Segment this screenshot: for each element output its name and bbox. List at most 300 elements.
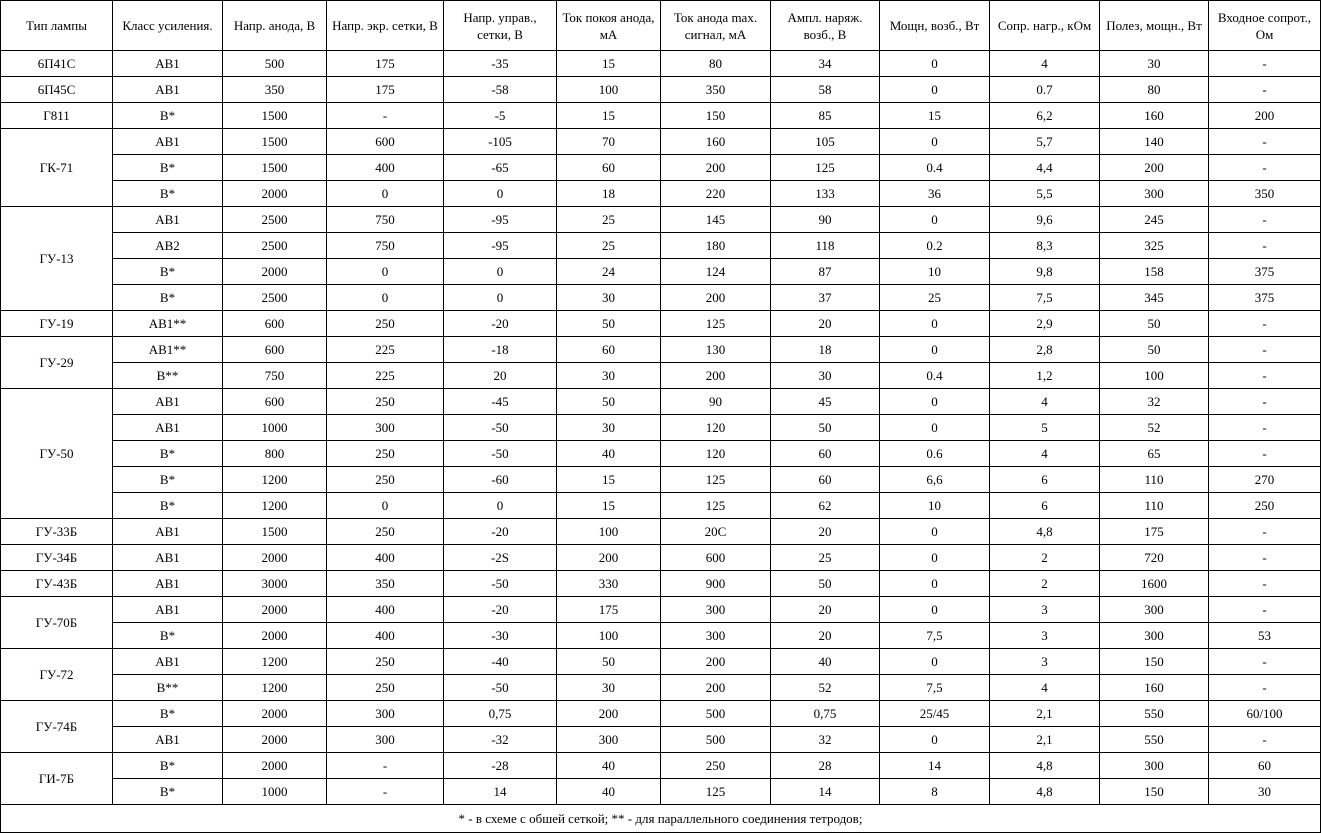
table-cell: 0: [880, 415, 990, 441]
table-row: [1, 571, 1321, 597]
table-cell: 60: [557, 155, 661, 181]
table-cell: 1500: [223, 129, 327, 155]
table-cell: 30: [557, 675, 661, 701]
table-cell: 0.4: [880, 363, 990, 389]
table-cell: 3: [990, 623, 1100, 649]
column-header: Мощн, возб., Вт: [880, 1, 990, 51]
table-cell: 6,6: [880, 467, 990, 493]
table-cell: 500: [661, 701, 771, 727]
table-cell: 32: [771, 727, 880, 753]
table-row: [1, 155, 1321, 181]
table-cell: 8: [880, 779, 990, 805]
table-row: [1, 233, 1321, 259]
table-cell: 0: [880, 129, 990, 155]
table-row: [1, 285, 1321, 311]
lamp-type-cell: ГУ-29: [1, 337, 113, 389]
table-cell: 250: [327, 389, 444, 415]
table-cell: 175: [327, 51, 444, 77]
table-cell: 18: [557, 181, 661, 207]
table-cell: 24: [557, 259, 661, 285]
table-cell: 0: [444, 493, 557, 519]
table-cell: АВ2: [113, 233, 223, 259]
table-cell: 1000: [223, 415, 327, 441]
table-cell: -: [1209, 129, 1321, 155]
table-row: [1, 675, 1321, 701]
table-cell: 175: [327, 77, 444, 103]
table-cell: -: [1209, 571, 1321, 597]
table-cell: 100: [557, 77, 661, 103]
table-cell: 25/45: [880, 701, 990, 727]
table-cell: 0.2: [880, 233, 990, 259]
table-cell: 2000: [223, 597, 327, 623]
table-cell: 2: [990, 571, 1100, 597]
table-cell: -: [1209, 727, 1321, 753]
table-cell: 0: [880, 51, 990, 77]
table-cell: 250: [661, 753, 771, 779]
lamp-type-cell: 6П41С: [1, 51, 113, 77]
table-cell: 500: [661, 727, 771, 753]
table-cell: 28: [771, 753, 880, 779]
table-cell: 14: [771, 779, 880, 805]
table-cell: 2,8: [990, 337, 1100, 363]
table-cell: 7,5: [880, 675, 990, 701]
table-cell: -: [1209, 77, 1321, 103]
table-row: [1, 129, 1321, 155]
table-cell: 200: [557, 545, 661, 571]
table-cell: 50: [557, 311, 661, 337]
table-cell: 0: [880, 77, 990, 103]
table-cell: 375: [1209, 259, 1321, 285]
table-cell: 30: [1100, 51, 1209, 77]
table-footer: [1, 805, 1321, 833]
table-cell: 36: [880, 181, 990, 207]
table-cell: 70: [557, 129, 661, 155]
table-cell: -: [327, 753, 444, 779]
table-cell: 15: [880, 103, 990, 129]
table-cell: 0: [444, 259, 557, 285]
table-cell: -35: [444, 51, 557, 77]
table-cell: 124: [661, 259, 771, 285]
table-cell: АВ1: [113, 727, 223, 753]
table-cell: АВ1: [113, 415, 223, 441]
table-cell: -30: [444, 623, 557, 649]
table-cell: 80: [1100, 77, 1209, 103]
table-cell: -50: [444, 571, 557, 597]
column-header: Напр. анода, В: [223, 1, 327, 51]
table-cell: -50: [444, 415, 557, 441]
table-cell: 9,6: [990, 207, 1100, 233]
table-row: [1, 649, 1321, 675]
table-cell: 6: [990, 493, 1100, 519]
table-cell: 2500: [223, 233, 327, 259]
table-row: [1, 207, 1321, 233]
table-cell: 30: [557, 285, 661, 311]
table-cell: 0: [444, 181, 557, 207]
table-cell: 600: [223, 311, 327, 337]
table-cell: 32: [1100, 389, 1209, 415]
table-cell: 90: [661, 389, 771, 415]
table-cell: 1200: [223, 675, 327, 701]
table-cell: 250: [327, 649, 444, 675]
table-cell: 200: [1100, 155, 1209, 181]
table-cell: 100: [557, 519, 661, 545]
table-cell: -: [1209, 675, 1321, 701]
table-cell: 145: [661, 207, 771, 233]
table-cell: 200: [661, 155, 771, 181]
table-cell: 400: [327, 545, 444, 571]
table-row: [1, 77, 1321, 103]
table-cell: 600: [327, 129, 444, 155]
table-row: [1, 337, 1321, 363]
table-cell: -: [1209, 311, 1321, 337]
table-cell: -20: [444, 311, 557, 337]
table-cell: 3000: [223, 571, 327, 597]
lamp-type-cell: ГУ-33Б: [1, 519, 113, 545]
table-cell: 400: [327, 623, 444, 649]
table-cell: 62: [771, 493, 880, 519]
table-cell: 345: [1100, 285, 1209, 311]
table-cell: -: [327, 779, 444, 805]
table-cell: 20С: [661, 519, 771, 545]
table-cell: 15: [557, 493, 661, 519]
table-row: [1, 259, 1321, 285]
table-cell: 4,8: [990, 753, 1100, 779]
table-cell: -20: [444, 597, 557, 623]
table-cell: АВ1: [113, 597, 223, 623]
table-header: [1, 1, 1321, 51]
table-cell: 0: [880, 597, 990, 623]
table-cell: 0: [880, 519, 990, 545]
table-cell: 0: [880, 727, 990, 753]
table-row: [1, 597, 1321, 623]
table-row: [1, 727, 1321, 753]
table-cell: 25: [771, 545, 880, 571]
table-cell: 45: [771, 389, 880, 415]
table-cell: 50: [557, 649, 661, 675]
table-cell: 2500: [223, 207, 327, 233]
column-header: Сопр. нагр., кОм: [990, 1, 1100, 51]
table-cell: 80: [661, 51, 771, 77]
table-row: [1, 545, 1321, 571]
table-cell: 1,2: [990, 363, 1100, 389]
lamp-type-cell: Г811: [1, 103, 113, 129]
table-cell: 50: [1100, 337, 1209, 363]
column-header: Ампл. наряж. возб., В: [771, 1, 880, 51]
table-cell: АВ1**: [113, 337, 223, 363]
table-cell: В**: [113, 363, 223, 389]
table-cell: 5,7: [990, 129, 1100, 155]
table-cell: АВ1**: [113, 311, 223, 337]
lamp-type-cell: ГУ-74Б: [1, 701, 113, 753]
table-cell: 350: [327, 571, 444, 597]
table-cell: 140: [1100, 129, 1209, 155]
table-cell: 200: [661, 285, 771, 311]
table-cell: 52: [771, 675, 880, 701]
table-cell: В*: [113, 753, 223, 779]
table-cell: В*: [113, 493, 223, 519]
table-cell: 2,1: [990, 701, 1100, 727]
table-cell: -: [1209, 363, 1321, 389]
table-row: [1, 623, 1321, 649]
table-cell: 300: [327, 701, 444, 727]
table-row: [1, 753, 1321, 779]
table-cell: 300: [327, 727, 444, 753]
column-header: Полез, мощн., Вт: [1100, 1, 1209, 51]
table-cell: АВ1: [113, 51, 223, 77]
table-cell: 65: [1100, 441, 1209, 467]
table-cell: 15: [557, 103, 661, 129]
table-cell: 4,4: [990, 155, 1100, 181]
table-cell: 34: [771, 51, 880, 77]
table-cell: 1500: [223, 155, 327, 181]
table-cell: 85: [771, 103, 880, 129]
table-cell: 600: [223, 389, 327, 415]
table-row: [1, 467, 1321, 493]
table-cell: -: [1209, 337, 1321, 363]
table-cell: 58: [771, 77, 880, 103]
table-cell: 325: [1100, 233, 1209, 259]
table-cell: 15: [557, 467, 661, 493]
table-cell: -28: [444, 753, 557, 779]
table-row: [1, 181, 1321, 207]
table-cell: -: [1209, 545, 1321, 571]
table-cell: -2S: [444, 545, 557, 571]
table-cell: -40: [444, 649, 557, 675]
table-cell: 175: [1100, 519, 1209, 545]
table-cell: 90: [771, 207, 880, 233]
table-cell: 0: [880, 571, 990, 597]
table-cell: 350: [661, 77, 771, 103]
table-cell: -: [1209, 207, 1321, 233]
table-cell: -60: [444, 467, 557, 493]
table-cell: 200: [1209, 103, 1321, 129]
table-cell: 900: [661, 571, 771, 597]
table-cell: 4,8: [990, 779, 1100, 805]
table-cell: 1500: [223, 103, 327, 129]
table-row: [1, 779, 1321, 805]
table-cell: -: [1209, 233, 1321, 259]
table-cell: 300: [1100, 181, 1209, 207]
table-cell: 60: [1209, 753, 1321, 779]
table-cell: 300: [327, 415, 444, 441]
table-cell: -: [1209, 51, 1321, 77]
table-cell: 40: [771, 649, 880, 675]
table-cell: 1200: [223, 649, 327, 675]
table-row: [1, 51, 1321, 77]
table-cell: В*: [113, 623, 223, 649]
table-cell: 10: [880, 493, 990, 519]
table-cell: 250: [1209, 493, 1321, 519]
table-cell: 125: [661, 311, 771, 337]
footnote: * - в схеме с обшей сеткой; ** - для параллельного соединения тетродов;: [1, 805, 1321, 833]
table-cell: АВ1: [113, 129, 223, 155]
table-cell: 270: [1209, 467, 1321, 493]
table-cell: 250: [327, 519, 444, 545]
table-cell: 1600: [1100, 571, 1209, 597]
table-cell: 118: [771, 233, 880, 259]
table-cell: 3: [990, 649, 1100, 675]
table-cell: 50: [557, 389, 661, 415]
table-cell: -58: [444, 77, 557, 103]
table-cell: 300: [1100, 623, 1209, 649]
table-cell: -5: [444, 103, 557, 129]
table-cell: 15: [557, 51, 661, 77]
table-cell: 160: [1100, 675, 1209, 701]
table-cell: -95: [444, 207, 557, 233]
table-cell: 0.7: [990, 77, 1100, 103]
table-cell: 350: [223, 77, 327, 103]
table-cell: 133: [771, 181, 880, 207]
table-cell: 200: [661, 675, 771, 701]
table-cell: 245: [1100, 207, 1209, 233]
table-cell: 52: [1100, 415, 1209, 441]
table-row: [1, 493, 1321, 519]
table-cell: 2000: [223, 259, 327, 285]
table-cell: АВ1: [113, 207, 223, 233]
table-cell: 7,5: [880, 623, 990, 649]
table-row: [1, 415, 1321, 441]
table-cell: 25: [880, 285, 990, 311]
table-cell: 40: [557, 779, 661, 805]
table-cell: 20: [771, 519, 880, 545]
lamp-type-cell: ГУ-34Б: [1, 545, 113, 571]
table-cell: 4: [990, 51, 1100, 77]
table-cell: 2500: [223, 285, 327, 311]
table-cell: 110: [1100, 493, 1209, 519]
table-cell: -: [327, 103, 444, 129]
table-cell: 180: [661, 233, 771, 259]
table-cell: АВ1: [113, 519, 223, 545]
table-cell: 150: [1100, 779, 1209, 805]
table-row: [1, 519, 1321, 545]
table-cell: 50: [771, 571, 880, 597]
table-cell: 8,3: [990, 233, 1100, 259]
table-cell: В*: [113, 467, 223, 493]
table-cell: 250: [327, 441, 444, 467]
table-cell: 300: [661, 623, 771, 649]
table-cell: 30: [557, 415, 661, 441]
table-cell: 4: [990, 441, 1100, 467]
table-cell: 600: [223, 337, 327, 363]
footnote-row: [1, 805, 1321, 833]
table-cell: 20: [771, 623, 880, 649]
table-cell: 120: [661, 415, 771, 441]
table-cell: -65: [444, 155, 557, 181]
table-cell: 40: [557, 441, 661, 467]
table-cell: 550: [1100, 727, 1209, 753]
table-cell: -: [1209, 649, 1321, 675]
table-cell: 60/100: [1209, 701, 1321, 727]
table-cell: -: [1209, 441, 1321, 467]
lamp-type-cell: ГК-71: [1, 129, 113, 207]
table-cell: 60: [771, 467, 880, 493]
table-cell: 200: [661, 363, 771, 389]
table-cell: 125: [661, 493, 771, 519]
table-cell: 0: [880, 649, 990, 675]
table-cell: 2: [990, 545, 1100, 571]
table-cell: 50: [1100, 311, 1209, 337]
table-cell: -20: [444, 519, 557, 545]
table-cell: 4: [990, 675, 1100, 701]
table-cell: 2000: [223, 181, 327, 207]
column-header: Тип лампы: [1, 1, 113, 51]
table-cell: 14: [444, 779, 557, 805]
table-cell: 375: [1209, 285, 1321, 311]
table-cell: 0: [880, 311, 990, 337]
table-cell: 225: [327, 363, 444, 389]
table-cell: 2000: [223, 545, 327, 571]
table-cell: -45: [444, 389, 557, 415]
table-cell: АВ1: [113, 649, 223, 675]
table-cell: 600: [661, 545, 771, 571]
header-row: [1, 1, 1321, 51]
table-cell: 0,75: [444, 701, 557, 727]
table-cell: В*: [113, 779, 223, 805]
table-cell: 330: [557, 571, 661, 597]
lamp-type-cell: 6П45С: [1, 77, 113, 103]
table-cell: 5,5: [990, 181, 1100, 207]
table-cell: 3: [990, 597, 1100, 623]
table-cell: 225: [327, 337, 444, 363]
table-cell: 0: [327, 285, 444, 311]
table-cell: 250: [327, 675, 444, 701]
table-cell: 220: [661, 181, 771, 207]
table-cell: 1500: [223, 519, 327, 545]
table-cell: 30: [771, 363, 880, 389]
table-cell: 0: [327, 493, 444, 519]
table-cell: -: [1209, 389, 1321, 415]
table-cell: 37: [771, 285, 880, 311]
table-cell: 0: [327, 181, 444, 207]
table-cell: 750: [327, 207, 444, 233]
table-cell: 6,2: [990, 103, 1100, 129]
table-cell: 20: [771, 597, 880, 623]
table-cell: 300: [1100, 753, 1209, 779]
table-cell: 0,75: [771, 701, 880, 727]
table-cell: 0: [880, 545, 990, 571]
table-cell: 300: [661, 597, 771, 623]
table-cell: 20: [771, 311, 880, 337]
table-cell: 150: [661, 103, 771, 129]
table-cell: 7,5: [990, 285, 1100, 311]
table-cell: 0.6: [880, 441, 990, 467]
table-cell: 200: [661, 649, 771, 675]
table-cell: 25: [557, 233, 661, 259]
table-cell: 250: [327, 311, 444, 337]
table-cell: -105: [444, 129, 557, 155]
table-cell: 160: [661, 129, 771, 155]
table-cell: 18: [771, 337, 880, 363]
table-cell: 125: [661, 467, 771, 493]
lamp-type-cell: ГУ-19: [1, 311, 113, 337]
table-cell: 60: [557, 337, 661, 363]
table-row: [1, 441, 1321, 467]
column-header: Напр. экр. сетки, В: [327, 1, 444, 51]
table-cell: -: [1209, 415, 1321, 441]
table-row: [1, 103, 1321, 129]
table-cell: -: [1209, 155, 1321, 181]
table-cell: 750: [223, 363, 327, 389]
table-cell: 2,1: [990, 727, 1100, 753]
table-cell: 53: [1209, 623, 1321, 649]
lamp-type-cell: ГИ-7Б: [1, 753, 113, 805]
table-cell: 720: [1100, 545, 1209, 571]
lamp-type-cell: ГУ-13: [1, 207, 113, 311]
table-cell: -95: [444, 233, 557, 259]
table-cell: 0: [327, 259, 444, 285]
table-cell: 30: [1209, 779, 1321, 805]
table-cell: 25: [557, 207, 661, 233]
